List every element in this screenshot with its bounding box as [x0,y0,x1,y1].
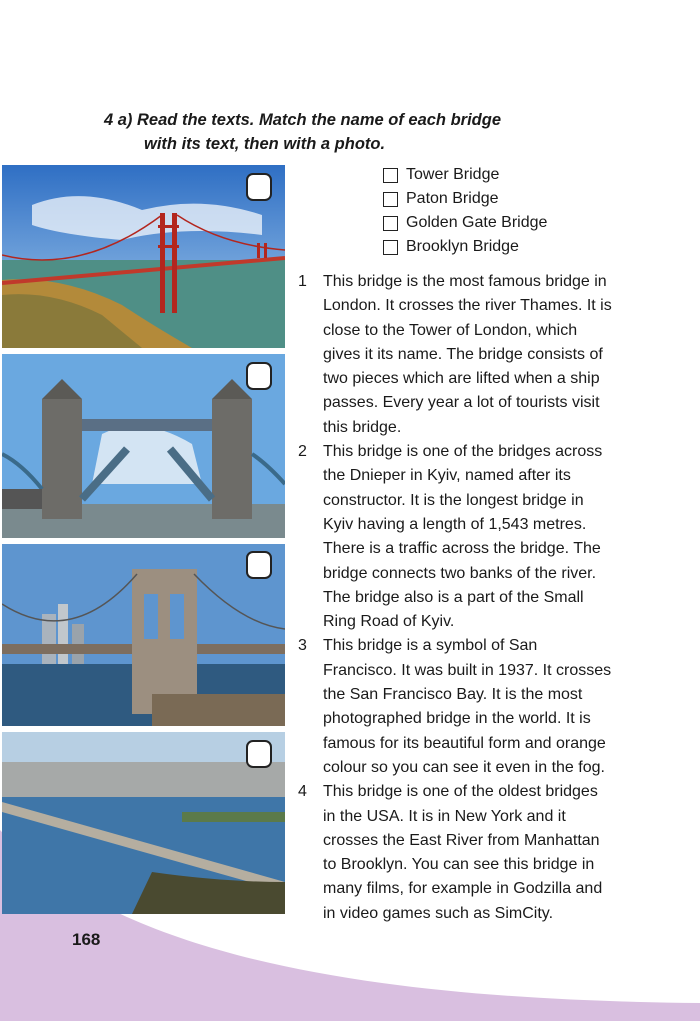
text-body [323,270,658,440]
text-item-2 [298,440,658,634]
answer-box-photo-3[interactable] [246,551,272,579]
text-line: bridge connects two banks of the river. [323,564,597,582]
option-golden-gate-bridge[interactable] [383,211,547,235]
checkbox-icon[interactable] [383,216,398,231]
text-line: This bridge is one of the oldest bridges [323,783,598,801]
text-number: 3 [298,637,307,655]
text-line: constructor. It is the longest bridge in [323,491,584,509]
text-line: Francisco. It was built in 1937. It crosses [323,661,612,679]
text-line: The bridge also is a part of the Small [323,588,584,606]
option-label: Golden Gate Bridge [406,214,548,231]
answer-box-photo-4[interactable] [246,740,272,768]
checkbox-icon[interactable] [383,168,398,183]
option-tower-bridge[interactable] [383,163,547,187]
text-line: famous for its beautiful form and orange [323,734,606,752]
answer-box-photo-2[interactable] [246,362,272,390]
text-item-1 [298,270,658,440]
text-body [323,440,658,634]
text-line: crosses the East River from Manhattan [323,831,600,849]
option-label: Brooklyn Bridge [406,238,519,255]
text-number: 4 [298,783,307,801]
text-line: Ring Road of Kyiv. [323,613,455,631]
text-line: This bridge is a symbol of San [323,637,538,655]
text-line: passes. Every year a lot of tourists visit [323,394,600,412]
photo-golden-gate [2,165,285,348]
text-line: This bridge is one of the bridges across [323,443,603,461]
text-number: 1 [298,273,307,290]
photo-paton-bridge [2,732,285,914]
text-line: in video games such as SimCity. [323,904,554,922]
text-line: colour so you can see it even in the fog. [323,758,605,776]
text-line: There is a traffic across the bridge. The [323,540,601,558]
task-heading-line1: 4 a) Read the texts. Match the name of each bridge [104,111,502,129]
photo-brooklyn-bridge [2,544,285,726]
text-item-4 [298,780,658,926]
text-line: close to the Tower of London, which [323,321,578,339]
text-line: the San Francisco Bay. It is the most [323,686,583,704]
task-heading-line2: with its text, then with a photo. [144,135,386,153]
bridge-options-list [383,163,547,259]
option-paton-bridge[interactable] [383,187,547,211]
text-line: to Brooklyn. You can see this bridge in [323,856,595,874]
text-line: London. It crosses the river Thames. It is [323,297,612,315]
text-body [323,634,658,780]
text-line: many films, for example in Godzilla and [323,880,603,898]
text-line: gives it its name. The bridge consists of [323,345,603,363]
text-number: 2 [298,443,307,461]
text-body [323,780,658,926]
text-line: two pieces which are lifted when a ship [323,370,600,388]
text-line: in the USA. It is in New York and it [323,807,566,825]
text-line: the Dnieper in Kyiv, named after its [323,467,571,485]
option-brooklyn-bridge[interactable] [383,235,547,259]
text-item-3 [298,634,658,780]
checkbox-icon[interactable] [383,240,398,255]
option-label: Tower Bridge [406,166,500,183]
option-label: Paton Bridge [406,190,499,207]
bridge-texts [298,270,658,926]
photo-tower-bridge [2,354,285,538]
checkbox-icon[interactable] [383,192,398,207]
task-heading [104,108,584,156]
page-number: 168 [72,930,101,949]
answer-box-photo-1[interactable] [246,173,272,201]
text-line: this bridge. [323,418,402,436]
text-line: This bridge is the most famous bridge in [323,273,607,290]
text-line: photographed bridge in the world. It is [323,710,591,728]
text-line: Kyiv having a length of 1,543 metres. [323,515,587,533]
